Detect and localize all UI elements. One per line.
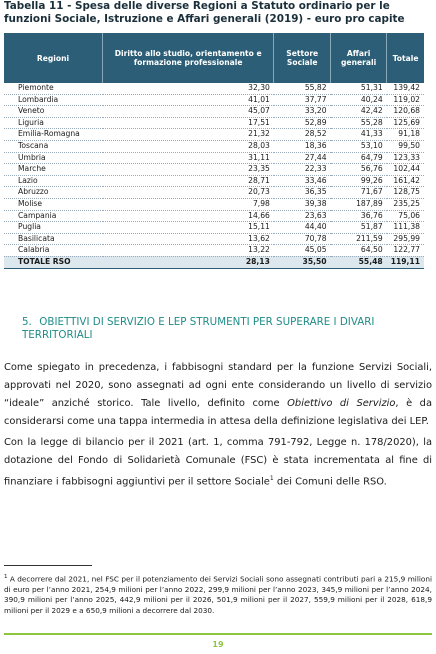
paragraph-2 xyxy=(4,434,432,491)
cell-region: Puglia xyxy=(4,222,103,234)
cell-value: 31,11 xyxy=(103,152,274,164)
cell-value: 64,50 xyxy=(331,245,387,257)
cell-value: 18,36 xyxy=(274,140,331,152)
paragraph-1-text-b: , è da considerarsi come una tappa intermedia in attesa della definizione legislativa dei LEP. xyxy=(4,398,433,427)
cell-value: 22,33 xyxy=(274,164,331,176)
cell-region: Toscana xyxy=(4,140,103,152)
table-row xyxy=(4,222,424,234)
cell-value: 295,99 xyxy=(387,233,424,245)
table-title: Tabella 11 - Spesa delle diverse Regioni a Statuto ordinario per le funzioni Sociale, Istruzione e Affari generali (2019) - euro pro capite xyxy=(4,0,405,25)
cell-region: Veneto xyxy=(4,106,103,118)
cell-value: 235,25 xyxy=(387,198,424,210)
cell-region: Piemonte xyxy=(4,83,103,94)
cell-value: 23,35 xyxy=(103,164,274,176)
footnote-text: A decorrere dal 2021, nel FSC per il potenziamento dei Servizi Sociali sono assegnati contributi pari a 215,9 milioni di euro per l’anno 2021, 254,9 milioni per l’anno 2022, 299,9 milioni per l’anno 2023, 345,9 milioni per l’anno 2024, 390,9 milioni per l’anno 2025, 442,9 milioni per il 2026, 501,9 milioni per il 2027, 559,9 milioni per il 2028, 618,9 milioni per il 2029 e a 650,9 milioni a decorrere dal 2030. xyxy=(4,574,432,615)
cell-value: 187,89 xyxy=(331,198,387,210)
cell-value: 13,62 xyxy=(103,233,274,245)
cell-value: 125,69 xyxy=(387,117,424,129)
cell-value: 27,44 xyxy=(274,152,331,164)
cell-value: 161,42 xyxy=(387,175,424,187)
cell-value: 111,38 xyxy=(387,222,424,234)
table-row xyxy=(4,164,424,176)
cell-region: Abruzzo xyxy=(4,187,103,199)
cell-value: 28,13 xyxy=(103,256,274,268)
cell-value: 20,73 xyxy=(103,187,274,199)
cell-value: 71,67 xyxy=(331,187,387,199)
cell-value: 211,59 xyxy=(331,233,387,245)
cell-value: 28,71 xyxy=(103,175,274,187)
cell-value: 56,76 xyxy=(331,164,387,176)
cell-value: 55,28 xyxy=(331,117,387,129)
table-row xyxy=(4,187,424,199)
cell-value: 120,68 xyxy=(387,106,424,118)
paragraph-1 xyxy=(4,359,432,431)
paragraph-1-text-a: Come spiegato in precedenza, i fabbisogni standard per la funzione Servizi Sociali, approvati nel 2020, sono assegnati ad ogni ente considerando un livello di servizio “ideale” anziché storico. Tale livello, definito come xyxy=(4,362,432,409)
cell-value: 102,44 xyxy=(387,164,424,176)
cell-value: 51,31 xyxy=(331,83,387,94)
cell-value: 75,06 xyxy=(387,210,424,222)
cell-region: Molise xyxy=(4,198,103,210)
cell-value: 33,46 xyxy=(274,175,331,187)
cell-value: 70,78 xyxy=(274,233,331,245)
cell-value: 55,82 xyxy=(274,83,331,94)
cell-value: 128,75 xyxy=(387,187,424,199)
cell-region: Emilia-Romagna xyxy=(4,129,103,141)
cell-value: 52,89 xyxy=(274,117,331,129)
cell-value: 45,05 xyxy=(274,245,331,257)
table-header-row xyxy=(4,33,424,83)
cell-region: Lombardia xyxy=(4,94,103,106)
cell-value: 37,77 xyxy=(274,94,331,106)
page-number: 19 xyxy=(212,640,224,649)
section-number: 5. xyxy=(22,316,32,328)
cell-value: 41,01 xyxy=(103,94,274,106)
cell-value: 99,50 xyxy=(387,140,424,152)
table-total-row xyxy=(4,256,424,268)
header-diritto-studio: Diritto allo studio, orientamento e formazione professionale xyxy=(103,33,274,83)
table-row xyxy=(4,210,424,222)
cell-region: Basilicata xyxy=(4,233,103,245)
footnote-ref[interactable]: 1 xyxy=(269,475,274,482)
table-row xyxy=(4,140,424,152)
cell-value: 28,52 xyxy=(274,129,331,141)
cell-value: 35,50 xyxy=(274,256,331,268)
table-row xyxy=(4,83,424,94)
cell-value: 13,22 xyxy=(103,245,274,257)
cell-value: 33,20 xyxy=(274,106,331,118)
table-row xyxy=(4,175,424,187)
cell-value: 39,38 xyxy=(274,198,331,210)
paragraph-2-text-a: Con la legge di bilancio per il 2021 (art. 1, comma 791-792, Legge n. 178/2020), la dotazione del Fondo di Solidarietà Comunale (FSC) è stata incrementata al fine di finanziare i fabbisogni aggiuntivi per il settore Sociale xyxy=(4,437,432,488)
cell-value: 28,03 xyxy=(103,140,274,152)
cell-value: 139,42 xyxy=(387,83,424,94)
cell-region: Liguria xyxy=(4,117,103,129)
cell-value: 41,33 xyxy=(331,129,387,141)
cell-value: 23,63 xyxy=(274,210,331,222)
table-row xyxy=(4,198,424,210)
cell-value: 64,79 xyxy=(331,152,387,164)
cell-value: 36,76 xyxy=(331,210,387,222)
cell-value: 14,66 xyxy=(103,210,274,222)
footnote-divider xyxy=(4,565,92,566)
section-heading xyxy=(22,316,402,342)
cell-value: 51,87 xyxy=(331,222,387,234)
cell-region: TOTALE RSO xyxy=(4,256,103,268)
header-settore-sociale: Settore Sociale xyxy=(274,33,331,83)
table-row xyxy=(4,94,424,106)
header-affari-generali: Affari generali xyxy=(331,33,387,83)
table-row xyxy=(4,106,424,118)
cell-value: 99,26 xyxy=(331,175,387,187)
cell-value: 123,33 xyxy=(387,152,424,164)
cell-value: 15,11 xyxy=(103,222,274,234)
table-row xyxy=(4,129,424,141)
cell-value: 119,02 xyxy=(387,94,424,106)
header-regioni: Regioni xyxy=(4,33,103,83)
cell-value: 17,51 xyxy=(103,117,274,129)
section-title: OBIETTIVI DI SERVIZIO E LEP STRUMENTI PER SUPERARE I DIVARI TERRITORIALI xyxy=(22,316,375,341)
footnote xyxy=(4,572,432,616)
cell-region: Marche xyxy=(4,164,103,176)
cell-value: 91,18 xyxy=(387,129,424,141)
cell-value: 40,24 xyxy=(331,94,387,106)
paragraph-2-text-b: dei Comuni delle RSO. xyxy=(273,476,387,488)
cell-region: Lazio xyxy=(4,175,103,187)
cell-value: 7,98 xyxy=(103,198,274,210)
paragraph-1-italic: Obiettivo di Servizio xyxy=(287,398,396,409)
table-row xyxy=(4,245,424,257)
cell-value: 55,48 xyxy=(331,256,387,268)
cell-value: 32,30 xyxy=(103,83,274,94)
cell-value: 45,07 xyxy=(103,106,274,118)
table-row xyxy=(4,117,424,129)
cell-value: 42,42 xyxy=(331,106,387,118)
cell-region: Umbria xyxy=(4,152,103,164)
bottom-rule xyxy=(4,633,432,635)
spending-table xyxy=(4,33,424,269)
cell-region: Calabria xyxy=(4,245,103,257)
cell-value: 36,35 xyxy=(274,187,331,199)
cell-value: 119,11 xyxy=(387,256,424,268)
table-row xyxy=(4,233,424,245)
footnote-mark: 1 xyxy=(4,574,8,580)
table-row xyxy=(4,152,424,164)
header-totale: Totale xyxy=(387,33,424,83)
cell-value: 122,77 xyxy=(387,245,424,257)
cell-value: 21,32 xyxy=(103,129,274,141)
cell-value: 44,40 xyxy=(274,222,331,234)
cell-value: 53,10 xyxy=(331,140,387,152)
cell-region: Campania xyxy=(4,210,103,222)
